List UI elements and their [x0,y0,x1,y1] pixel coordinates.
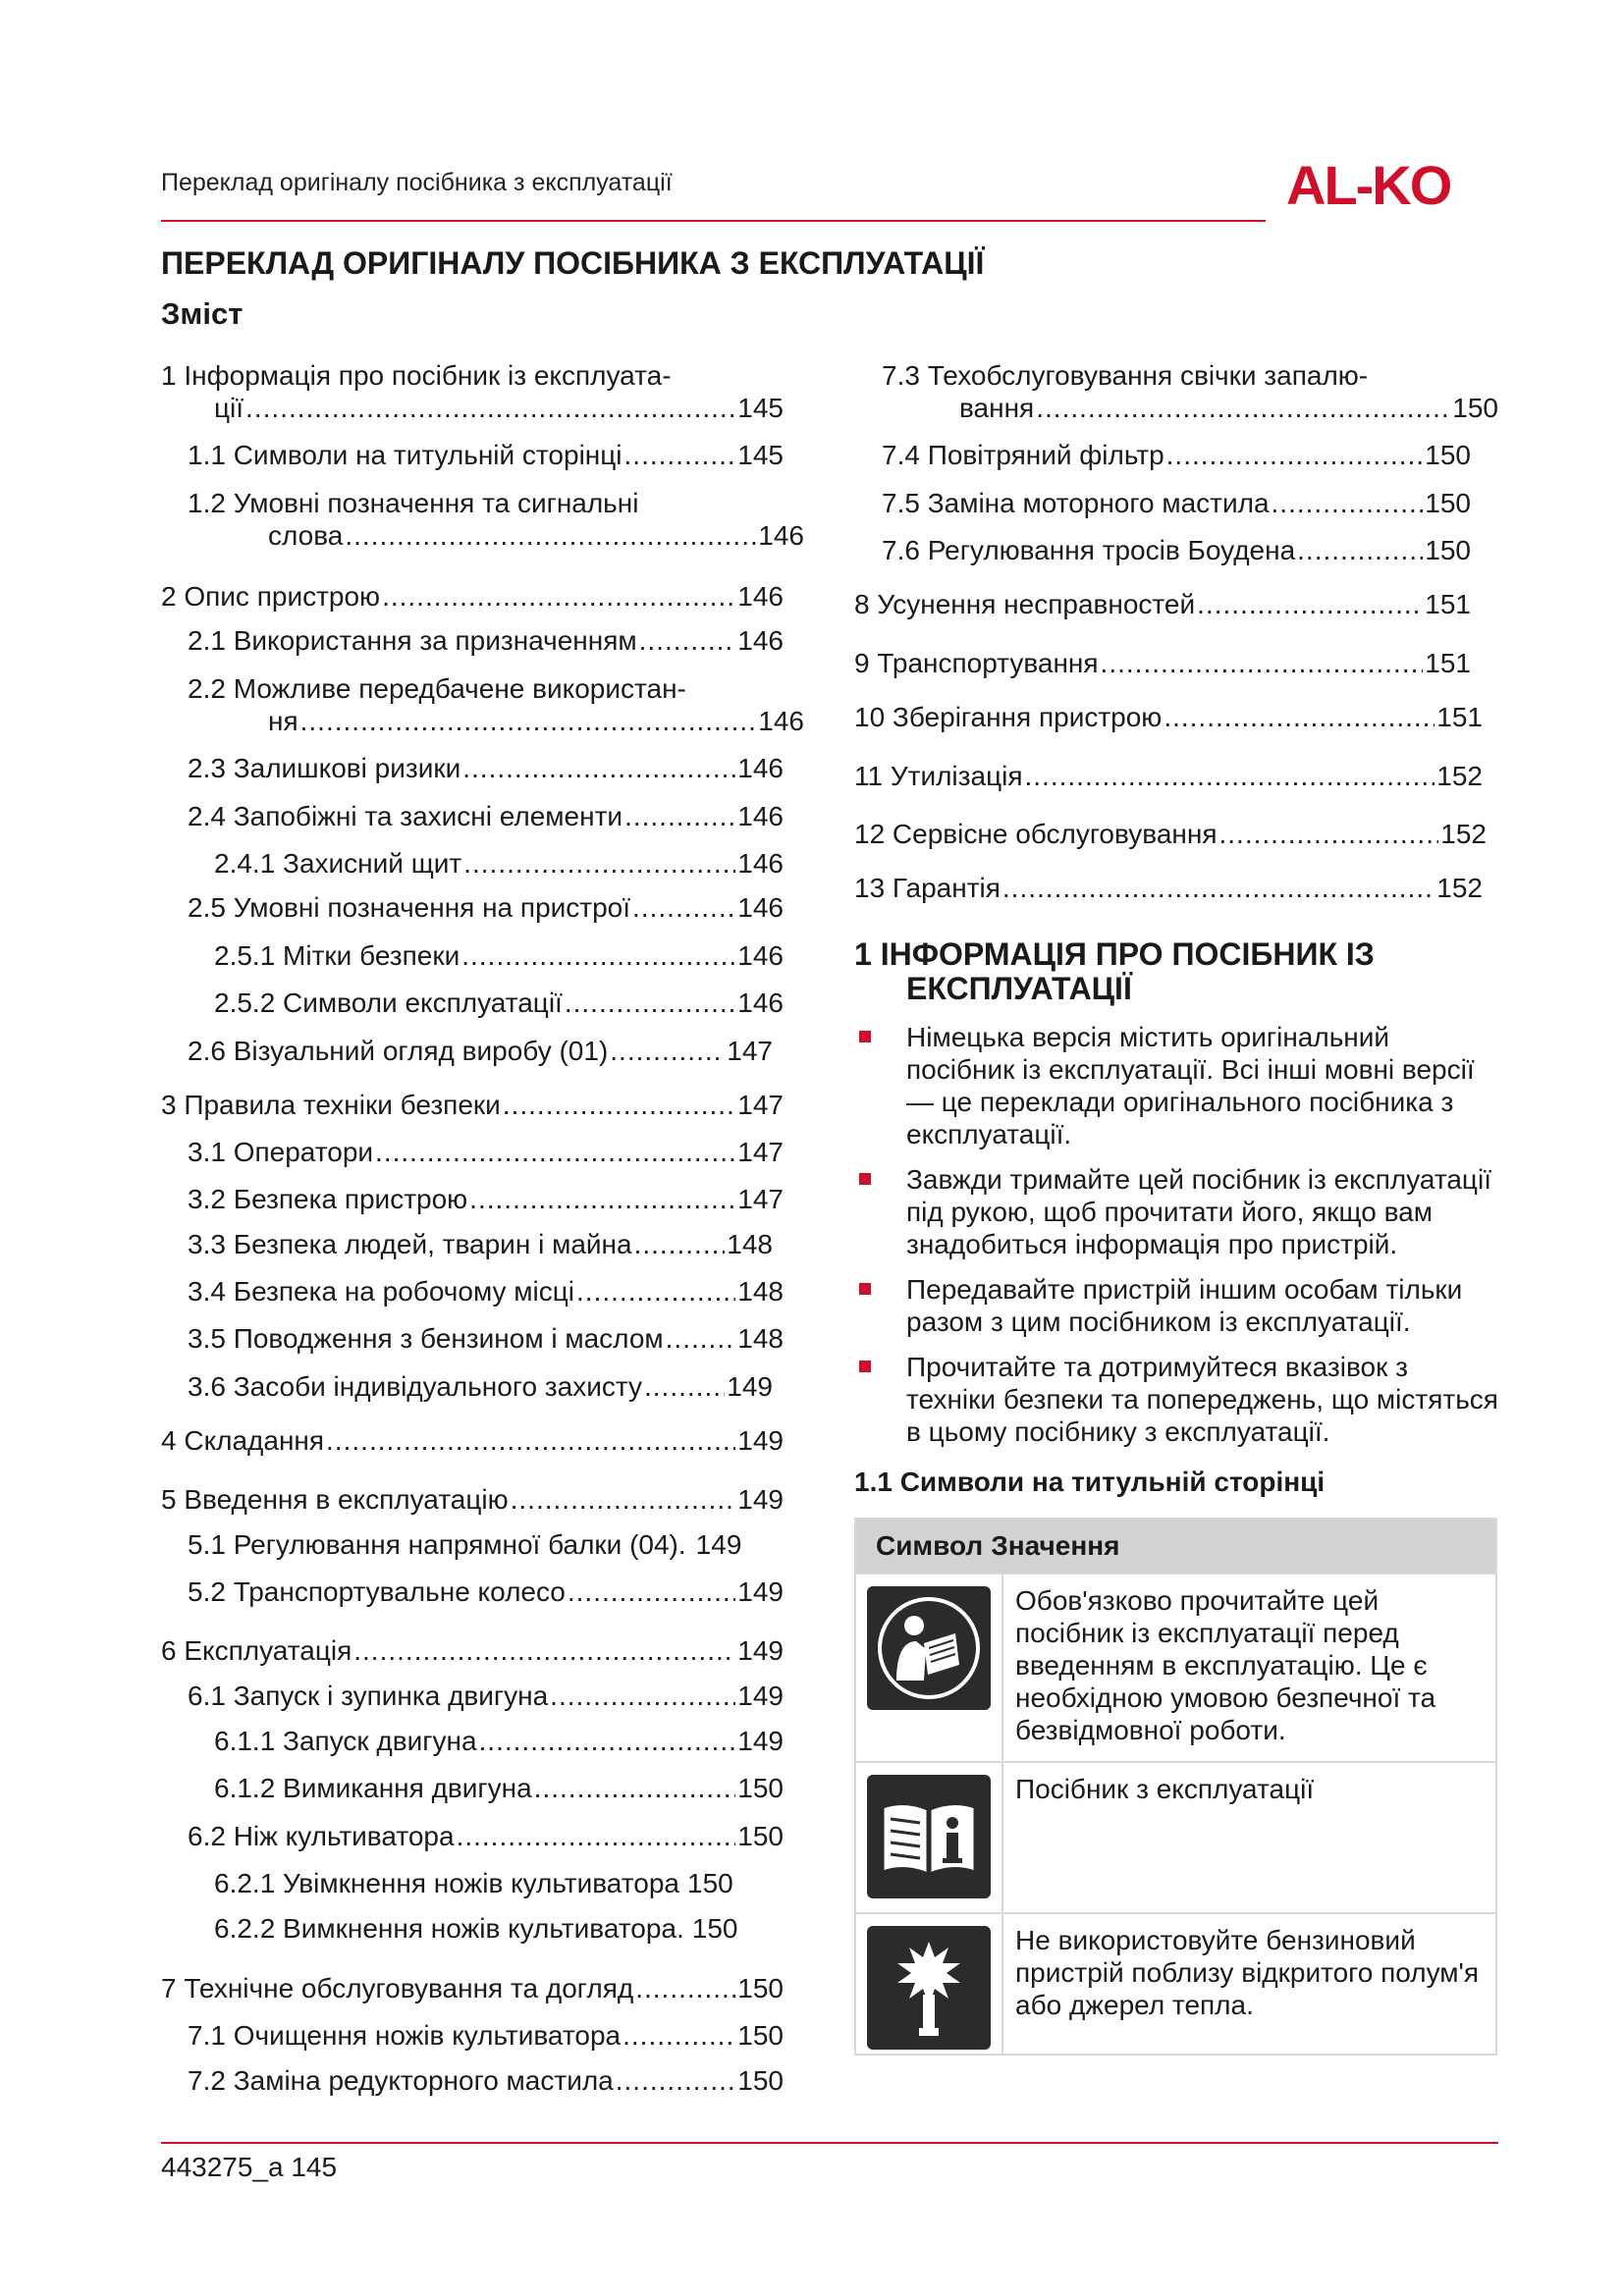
toc-entry-label: 7.2 Заміна редукторного мастила [188,2065,614,2096]
toc-entry-label: 1.1 Символи на титульній сторінці [188,440,623,470]
toc-entry[interactable] [854,818,1487,850]
toc-entry-page: 146 [737,988,784,1018]
toc-entry-label: 6.2.2 Вимкнення ножів культиватора. [214,1913,684,1944]
toc-entry[interactable] [214,1772,784,1804]
toc-entry-page: 150 [737,2020,784,2051]
toc-entry-page: 146 [737,940,784,971]
toc-entry-page: 147 [737,1090,784,1120]
toc-entry-page: 150 [737,1973,784,2003]
toc-entry[interactable] [161,580,784,613]
toc-entry[interactable] [188,2064,784,2097]
col-symbol-header: Символ [876,1530,984,1561]
toc-entry-label: 6.2 Ніж культиватора [188,1821,455,1851]
footer-doc-number: 443275_a 145 [161,2152,338,2182]
toc-entry-label: 5.1 Регулювання напрямної балки (04). [188,1529,686,1560]
toc-entry[interactable] [161,1089,784,1121]
toc-entry-line1: 1 Інформація про посібник із експлуата- [161,360,672,391]
toc-entry[interactable] [188,1820,784,1852]
toc-entry-page: 149 [737,1635,784,1666]
toc-entry-page: 145 [737,393,784,423]
toc-entry-label: 2.1 Використання за призначенням [188,625,637,656]
toc-entry[interactable] [214,987,784,1019]
toc-entry-label: 7.1 Очищення ножів культиватора [188,2020,622,2051]
bullet-item [854,1351,1502,1448]
toc-entry[interactable] [882,487,1471,519]
toc-entry[interactable] [854,647,1471,679]
toc-entry-label: 3.2 Безпека пристрою [188,1184,468,1214]
symbol-meaning-text: Посібник з експлуатації [1015,1774,1315,1804]
toc-entry-page: 149 [737,1726,784,1756]
alko-logo [1286,155,1497,212]
toc-entry[interactable] [161,1634,784,1667]
toc-entry-label: 3.4 Безпека на робочому місці [188,1276,575,1307]
toc-entry[interactable] [854,588,1471,620]
toc-entry[interactable] [188,800,784,832]
toc-entry[interactable] [214,1912,784,1945]
toc-entry-label: ня [268,706,298,736]
toc-entry-label: 9 Транспортування [854,648,1099,678]
toc-entry-label: 3.6 Засоби індивідуального захисту [188,1371,642,1402]
toc-entry[interactable] [188,1035,773,1067]
toc-entry-page: 152 [1436,873,1483,903]
toc-entry-label: 7 Технічне обслуговування та догляд [161,1973,634,2003]
toc-entry-page: 146 [737,801,784,831]
section-1-bullets [854,1021,1502,1461]
toc-entry[interactable] [188,672,804,737]
toc-entry[interactable] [882,439,1471,471]
bullet-square-icon [859,1031,871,1042]
toc-entry[interactable] [854,760,1483,792]
toc-entry[interactable] [161,1972,784,2004]
running-header: Переклад оригіналу посібника з експлуатації [161,169,673,196]
toc-entry-page: 148 [737,1323,784,1354]
toc-entry-label: слова [268,520,344,551]
toc-entry[interactable] [161,359,784,424]
toc-entry-page: 146 [758,520,804,551]
section-1-1-title: 1.1 Символи на титульній сторінці [854,1467,1326,1497]
document-title: ПЕРЕКЛАД ОРИГІНАЛУ ПОСІБНИКА З ЕКСПЛУАТАЦІЇ [161,245,985,281]
bullet-item [854,1273,1502,1338]
section-1-title-line1: 1 ІНФОРМАЦІЯ ПРО ПОСІБНИК ІЗ [854,936,1375,972]
symbols-table-row [856,1912,1495,2054]
bullet-square-icon [859,1173,871,1185]
toc-entry-page: 150 [1425,440,1471,470]
toc-entry-page: 146 [737,753,784,783]
toc-entry-label: 3.1 Оператори [188,1137,374,1167]
toc-entry[interactable] [854,872,1483,904]
toc-entry-page: 150 [1425,535,1471,565]
toc-entry[interactable] [188,1322,784,1355]
toc-entry-label: 2.5.2 Символи експлуатації [214,988,563,1018]
toc-entry-label: 2 Опис пристрою [161,581,381,612]
bullet-item [854,1163,1502,1260]
bullet-text: Німецька версія містить оригінальний посібник із експлуатації. Всі інші мовні версії — це переклади оригінального посібника з експлуатації. [906,1022,1475,1149]
toc-entry[interactable] [188,487,804,552]
toc-entry-label: 3 Правила техніки безпеки [161,1090,501,1120]
toc-entry-label: 2.5 Умовні позначення на пристрої [188,892,631,923]
toc-entry-label: 7.6 Регулювання тросів Боудена [882,535,1296,565]
toc-entry-label: 6.1.1 Запуск двигуна [214,1726,477,1756]
toc-entry[interactable] [188,752,784,784]
toc-entry-page: 150 [737,2065,784,2096]
toc-entry-label: 2.5.1 Мітки безпеки [214,940,460,971]
toc-entry-page: 149 [695,1529,742,1560]
toc-entry[interactable] [214,1867,784,1899]
bullet-text: Завжди тримайте цей посібник із експлуатації під рукою, щоб прочитати його, якщо вам знадобиться інформація про пристрій. [906,1164,1491,1259]
toc-entry-label: 6 Експлуатація [161,1635,352,1666]
toc-entry-page: 145 [737,440,784,470]
toc-entry-label: 5.2 Транспортувальне колесо [188,1576,566,1607]
symbols-table [854,1518,1497,2056]
toc-entry-label: 12 Сервісне обслуговування [854,819,1218,849]
bullet-text: Прочитайте та дотримуйтеся вказівок з техніки безпеки та попереджень, що містяться в цьому посібнику з експлуатації. [906,1352,1498,1447]
toc-entry-page: 149 [737,1484,784,1515]
toc-entry-page: 146 [758,706,804,736]
toc-entry-page: 151 [1425,589,1471,619]
toc-entry-page: 146 [737,892,784,923]
toc-entry[interactable] [882,359,1498,424]
toc-entry[interactable] [161,1424,784,1457]
no-open-flame-icon [867,1926,991,2050]
footer-rule [161,2142,1498,2144]
toc-entry[interactable] [188,891,784,924]
read-manual-icon [867,1586,991,1710]
toc-entry-page: 150 [737,1821,784,1851]
toc-entry[interactable] [188,1275,784,1308]
toc-entry-page: 150 [687,1868,733,1898]
toc-entry[interactable] [188,1183,784,1215]
toc-heading: Зміст [161,296,244,331]
toc-entry-page: 148 [727,1229,773,1259]
toc-entry-label: 6.2.1 Увімкнення ножів культиватора [214,1868,679,1898]
toc-entry-label: 10 Зберігання пристрою [854,702,1163,732]
toc-entry-page: 152 [1440,819,1487,849]
bullet-square-icon [859,1361,871,1372]
bullet-square-icon [859,1283,871,1295]
toc-entry-line1: 7.3 Техобслуговування свічки запалю- [882,360,1369,391]
brand-text: AL-KO [1286,155,1451,212]
toc-entry-page: 150 [737,1773,784,1803]
toc-entry-page: 151 [1425,648,1471,678]
toc-entry-page: 149 [737,1681,784,1711]
toc-entry-page: 146 [737,848,784,879]
toc-entry-label: 8 Усунення несправностей [854,589,1196,619]
toc-entry-label: 13 Гарантія [854,873,1001,903]
toc-entry-line1: 2.2 Можливе передбачене використан- [188,673,686,704]
toc-entry-line1: 1.2 Умовні позначення та сигнальні [188,488,639,518]
toc-entry[interactable] [188,2019,784,2052]
toc-entry[interactable] [188,1528,784,1561]
toc-entry[interactable] [188,1680,784,1712]
toc-entry-page: 147 [737,1184,784,1214]
toc-entry[interactable] [188,624,784,657]
bullet-text: Передавайте пристрій іншим особам тільки разом з цим посібником із експлуатації. [906,1274,1463,1337]
toc-entry-label: 2.4 Запобіжні та захисні елементи [188,801,623,831]
toc-entry[interactable] [214,847,784,880]
section-1-title-line2: ЕКСПЛУАТАЦІЇ [906,971,1132,1006]
toc-entry-label: 3.5 Поводження з бензином і маслом [188,1323,664,1354]
header-rule [161,220,1266,222]
toc-entry-page: 150 [1425,488,1471,518]
toc-entry-page: 147 [737,1137,784,1167]
col-meaning-header: Значення [991,1530,1120,1561]
toc-entry-label: 6.1.2 Вимикання двигуна [214,1773,532,1803]
bullet-item [854,1021,1502,1150]
symbols-table-header [856,1520,1495,1573]
toc-entry-page: 148 [737,1276,784,1307]
toc-entry-label: 3.3 Безпека людей, тварин і майна [188,1229,632,1259]
toc-entry-label: 7.5 Заміна моторного мастила [882,488,1270,518]
symbols-table-row [856,1573,1495,1761]
toc-entry-label: 2.4.1 Захисний щит [214,848,462,879]
toc-entry[interactable] [188,1575,784,1608]
symbols-table-row [856,1761,1495,1912]
toc-entry[interactable] [214,939,784,972]
toc-entry-label: ції [214,393,244,423]
toc-entry[interactable] [188,439,784,471]
toc-entry[interactable] [214,1725,784,1757]
toc-entry-label: 6.1 Запуск і зупинка двигуна [188,1681,549,1711]
toc-entry-page: 150 [691,1913,738,1944]
toc-entry-label: 7.4 Повітряний фільтр [882,440,1164,470]
toc-entry-page: 149 [737,1425,784,1456]
toc-entry-page: 149 [737,1576,784,1607]
manual-info-icon [867,1775,991,1898]
toc-entry-page: 151 [1436,702,1483,732]
toc-entry-label: 4 Складання [161,1425,325,1456]
toc-entry-page: 146 [737,581,784,612]
toc-entry[interactable] [161,1483,784,1516]
symbol-meaning-text: Не використовуйте бензиновий пристрій поблизу відкритого полум'я або джерел тепла. [1015,1925,1480,2020]
toc-entry[interactable] [188,1228,773,1260]
symbol-meaning-text: Обов'язково прочитайте цей посібник із експлуатації перед введенням в експлуатацію. Це є необхідною умовою безпечної та безвідмовної роботи. [1015,1585,1436,1745]
toc-entry-label: вання [959,393,1035,423]
toc-entry-label: 11 Утилізація [854,761,1023,791]
toc-entry[interactable] [854,701,1483,733]
toc-entry[interactable] [188,1370,773,1403]
toc-entry[interactable] [188,1136,784,1168]
toc-entry-label: 2.3 Залишкові ризики [188,753,461,783]
toc-entry-label: 2.6 Візуальний огляд виробу (01) [188,1036,609,1066]
toc-entry-page: 147 [727,1036,773,1066]
toc-entry-page: 152 [1436,761,1483,791]
toc-entry-page: 150 [1452,393,1498,423]
toc-entry-page: 149 [727,1371,773,1402]
toc-entry[interactable] [882,534,1471,566]
toc-entry-page: 146 [737,625,784,656]
section-1-title [854,937,1375,1006]
toc-entry-label: 5 Введення в експлуатацію [161,1484,509,1515]
